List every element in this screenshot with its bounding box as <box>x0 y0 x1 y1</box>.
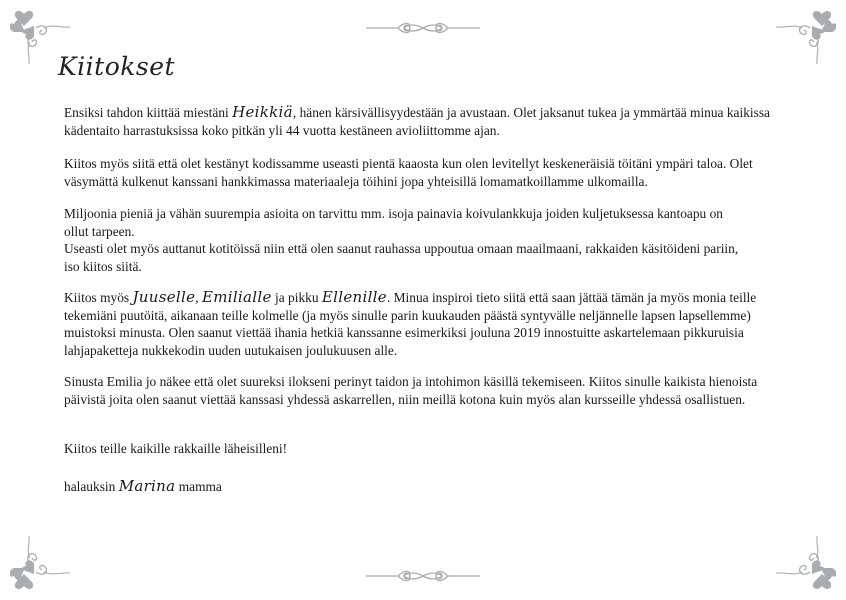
heart-clover-flourish-icon <box>772 532 836 592</box>
text-line: Miljoonia pieniä ja vähän suurempia asioita on tarvittu mm. isoja painavia koivulankkuja joiden kuljetuksessa kantoapu on <box>64 206 723 221</box>
page-title: Kiitokset <box>58 52 176 81</box>
text-segment: , <box>195 290 199 305</box>
text-line: Useasti olet myös auttanut kotitöissä niin että olen saanut rauhassa uppoutua omaan maailmaani, rakkaiden käsitöideni pariin, <box>64 241 739 256</box>
signature-name: Marina <box>118 477 176 495</box>
script-name: Ellenille <box>321 288 387 306</box>
text-segment: Ensiksi tahdon kiittää miestäni <box>64 105 229 120</box>
paragraph-husband <box>64 104 794 139</box>
corner-ornament-top-right <box>772 8 836 68</box>
paragraph-thanks-all <box>64 440 794 458</box>
text-segment: ja pikku <box>275 290 319 305</box>
text-line: Sinusta Emilia jo näkee että olet suureksi ilokseni perinyt taidon ja intohimon käsillä tekemiseen. Kiitos sinulle kaikista hienoista <box>64 374 758 389</box>
text-line: väsymättä kulkenut kanssani hankkimassa materiaaleja töihini jopa yhteisillä lomamatkoillamme ulkomailla. <box>64 173 648 189</box>
script-name: Heikkiä <box>232 103 293 121</box>
paragraph-grandchildren <box>64 289 794 359</box>
text-line: kädentaito harrastuksissa koko pitkän yli 44 vuotta kestäneen avioliittomme ajan. <box>64 122 500 138</box>
text-segment: mamma <box>178 479 222 494</box>
closing-signature <box>64 478 794 496</box>
text-segment: , hänen kärsivällisyydestään ja avustaan. Olet jaksanut tukea ja ymmärtää minua kaikissa <box>292 105 770 120</box>
text-line <box>64 289 794 307</box>
text-segment: halauksin <box>64 479 116 494</box>
center-ornament-bottom <box>366 566 480 586</box>
corner-ornament-bottom-left <box>10 532 74 592</box>
paragraph-emilia <box>64 373 794 408</box>
heart-clover-flourish-icon <box>772 8 836 68</box>
paragraph-patience <box>64 155 794 190</box>
heart-clover-flourish-icon <box>10 532 74 592</box>
center-ornament-top <box>366 18 480 38</box>
script-name: Juuselle <box>132 288 196 306</box>
text-line <box>64 478 794 496</box>
scroll-divider-icon <box>366 566 480 586</box>
text-line: tekemiäni puutöitä, aikanaan teille kolmelle (ja myös sinulle parin kuukauden päästä syntyvälle neljännelle lapsen lapsellemme) <box>64 307 751 323</box>
text-line: muistoksi minusta. Olen saanut viettää ihania hetkiä kanssanne esimerkiksi jouluna 2019 innostuitte askartelemaan pikkuruisia <box>64 325 744 340</box>
text-line: päivistä joita olen saanut viettää kanssasi yhdessä askarrellen, niin meillä kotona kuin myös alan kursseille yhdessä osallistuen. <box>64 391 746 407</box>
text-line <box>64 104 794 122</box>
text-segment: Kiitos myös <box>64 290 130 305</box>
script-name: Emilialle <box>201 288 272 306</box>
text-segment: . Minua inspiroi tieto siitä että saan jättää tämän ja myös monia teille <box>386 290 757 305</box>
corner-ornament-bottom-right <box>772 532 836 592</box>
text-line: iso kiitos siitä. <box>64 258 142 274</box>
text-line: Kiitos teille kaikille rakkaille läheisilleni! <box>64 441 288 456</box>
text-line: ollut tarpeen. <box>64 223 135 239</box>
text-line: lahjapaketteja nukkekodin uuden uutukaisen joulukuusen alle. <box>64 342 398 358</box>
scroll-divider-icon <box>366 18 480 38</box>
paragraph-help <box>64 205 794 275</box>
text-line: Kiitos myös siitä että olet kestänyt kodissamme useasti pientä kaaosta kun olen levitellyt keskeneräisiä töitäni ympäri taloa. Olet <box>64 156 753 171</box>
